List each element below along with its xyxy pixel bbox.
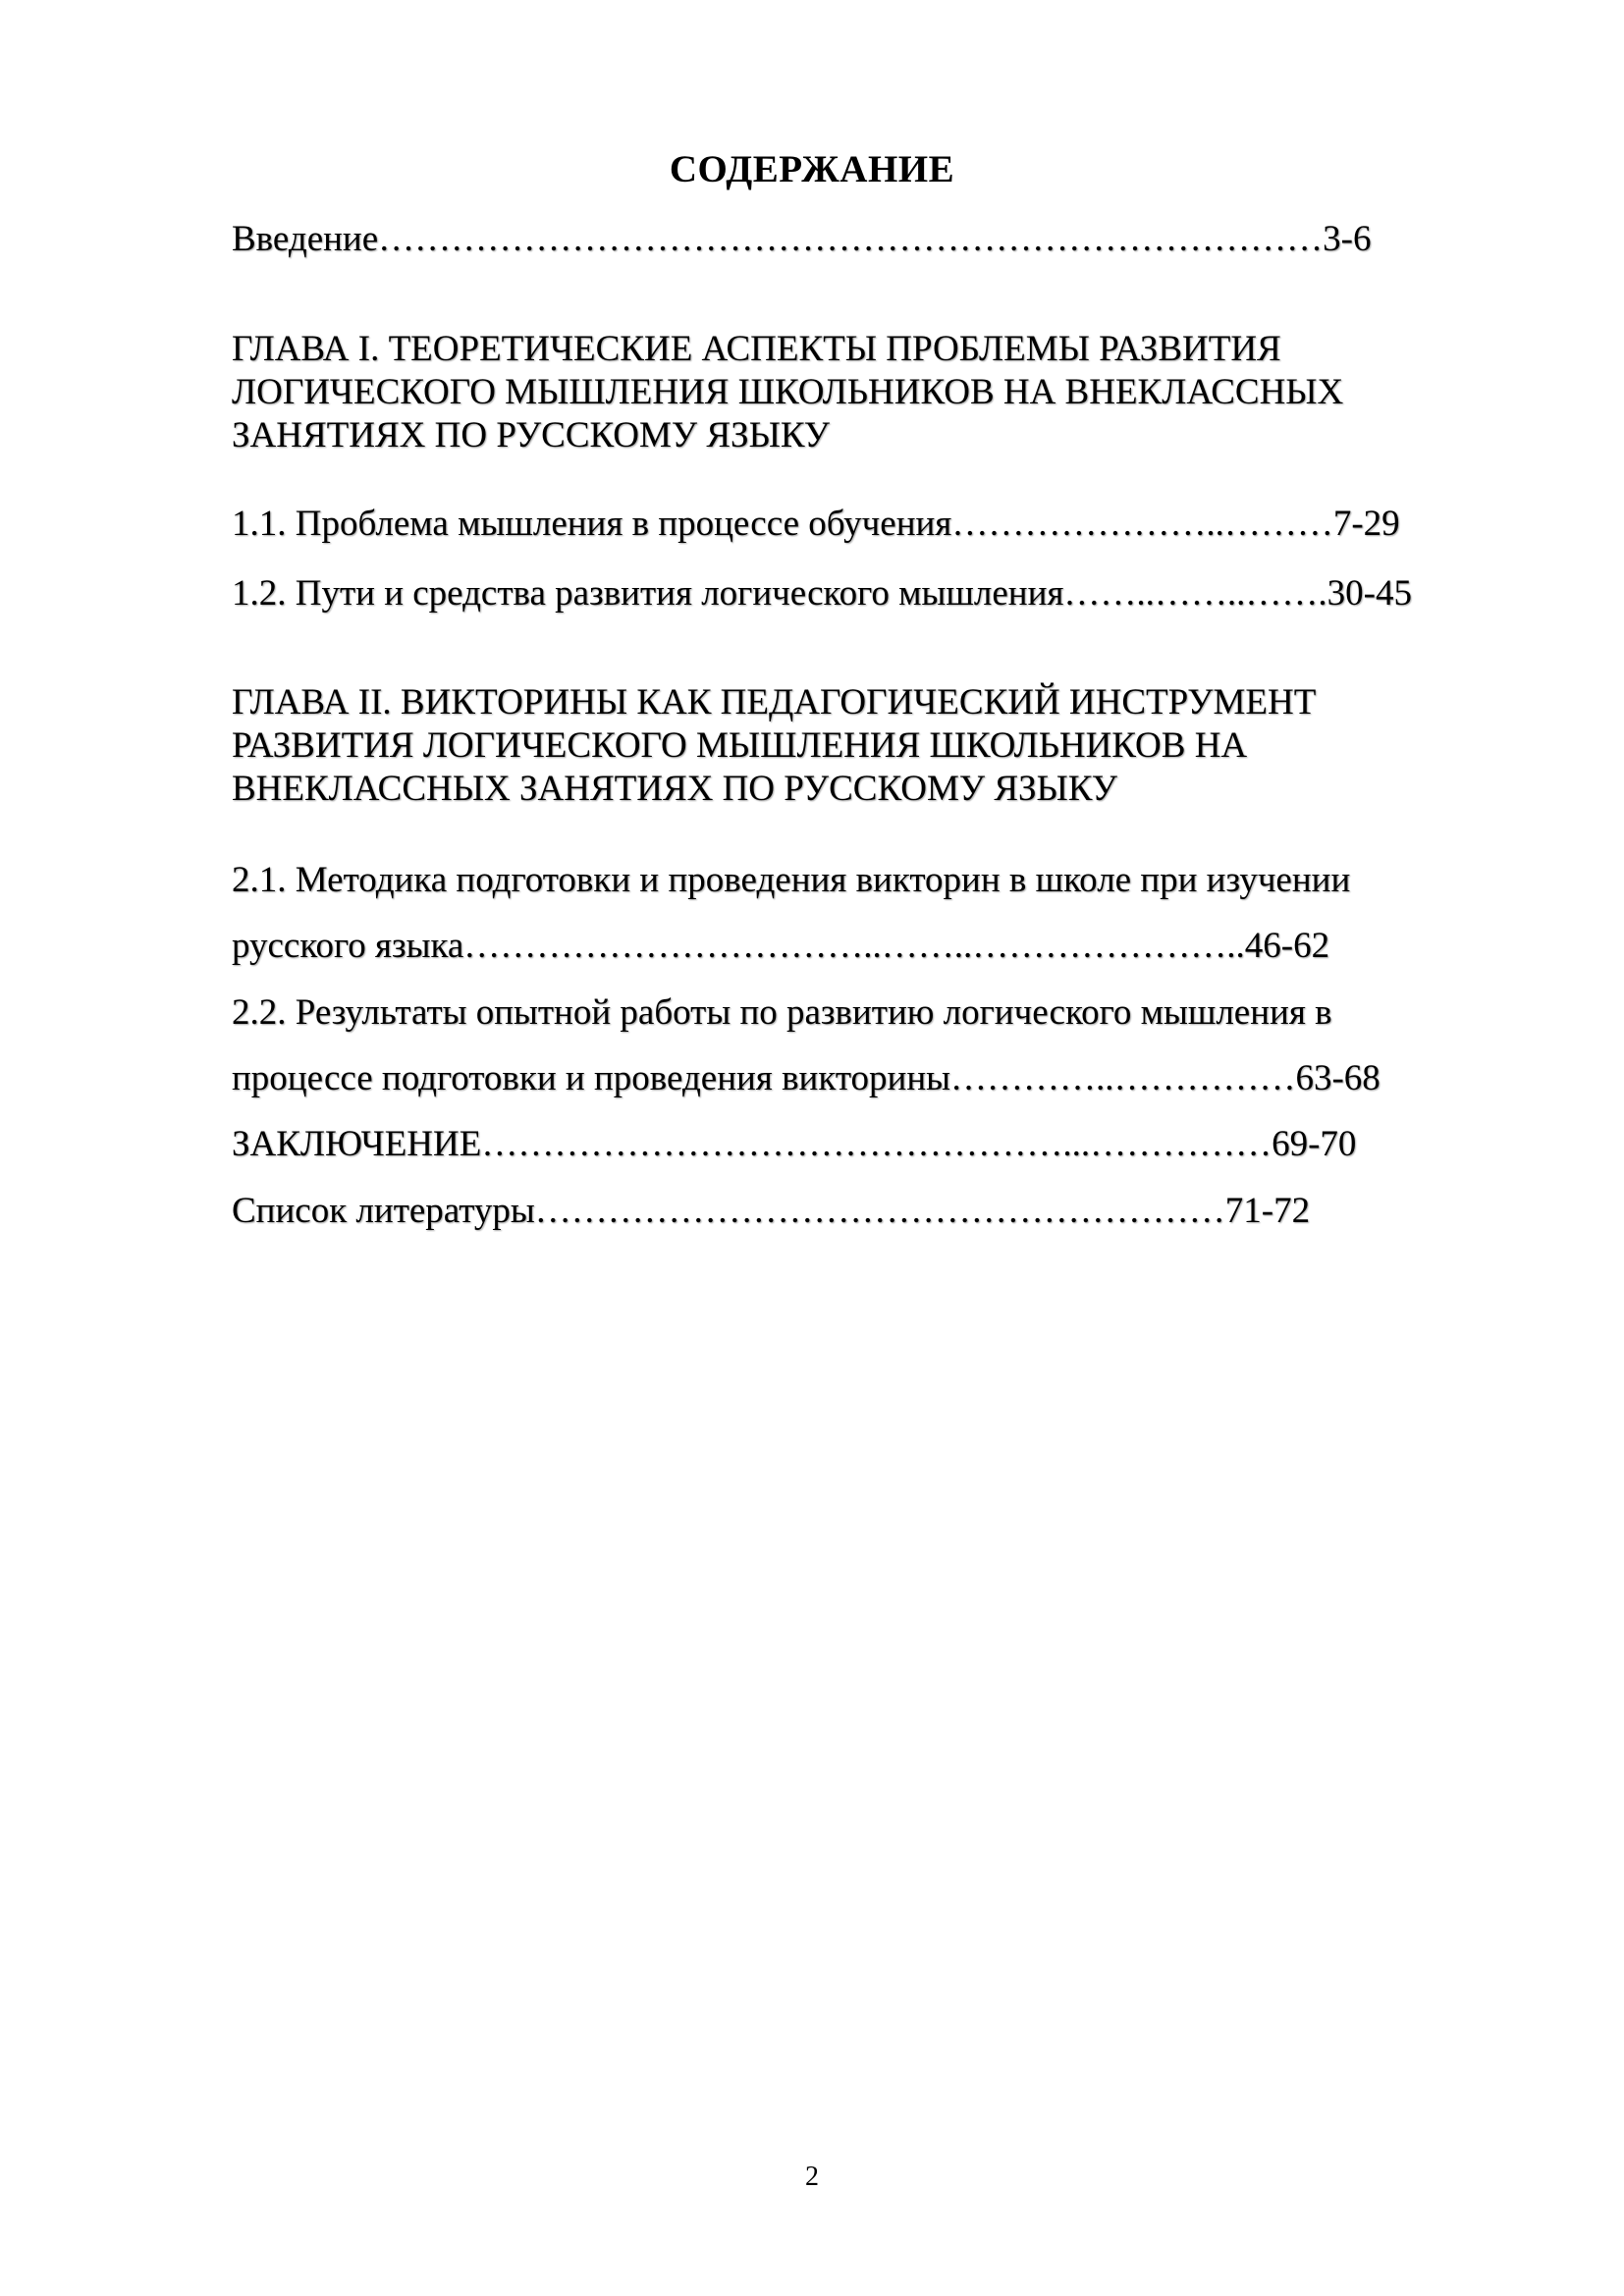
toc-entry-2-2-line-2: процессе подготовки и проведения викторины…………..……………63-68	[232, 1058, 1380, 1098]
toc-title: СОДЕРЖАНИЕ	[669, 148, 955, 190]
chapter-1-heading-line: ЗАНЯТИЯХ ПО РУССКОМУ ЯЗЫКУ	[232, 415, 830, 455]
toc-entry-2-1-line-2: русского языка……………………………..……..…………………..46-62	[232, 926, 1330, 966]
toc-entry-introduction: Введение……………………………………………………………………3-6	[232, 219, 1372, 259]
chapter-2-heading-line: РАЗВИТИЯ ЛОГИЧЕСКОГО МЫШЛЕНИЯ ШКОЛЬНИКОВ НА	[232, 725, 1248, 766]
chapter-2-heading	[232, 681, 1316, 811]
chapter-2-heading-line: ГЛАВА II. ВИКТОРИНЫ КАК ПЕДАГОГИЧЕСКИЙ ИНСТРУМЕНТ	[232, 682, 1317, 722]
toc-entry-conclusion: ЗАКЛЮЧЕНИЕ…………………………………………...……………69-70	[232, 1124, 1357, 1164]
chapter-1-heading	[232, 328, 1343, 457]
chapter-2-heading-line: ВНЕКЛАССНЫХ ЗАНЯТИЯХ ПО РУССКОМУ ЯЗЫКУ	[232, 769, 1117, 809]
toc-entry-2-1-line-1: 2.1. Методика подготовки и проведения викторин в школе при изучении	[232, 860, 1351, 900]
toc-entry-1-1: 1.1. Проблема мышления в процессе обучения…………………..………7-29	[232, 504, 1400, 544]
toc-entry-bibliography: Список литературы…………………………………………………71-72	[232, 1191, 1311, 1231]
chapter-1-heading-line: ЛОГИЧЕСКОГО МЫШЛЕНИЯ ШКОЛЬНИКОВ НА ВНЕКЛАССНЫХ	[232, 372, 1344, 412]
page-number: 2	[805, 2162, 819, 2192]
toc-entry-1-2: 1.2. Пути и средства развития логического мышления……..……..…….30-45	[232, 573, 1412, 614]
toc-entry-2-2-line-1: 2.2. Результаты опытной работы по развитию логического мышления в	[232, 992, 1332, 1033]
chapter-1-heading-line: ГЛАВА I. ТЕОРЕТИЧЕСКИЕ АСПЕКТЫ ПРОБЛЕМЫ РАЗВИТИЯ	[232, 329, 1281, 369]
